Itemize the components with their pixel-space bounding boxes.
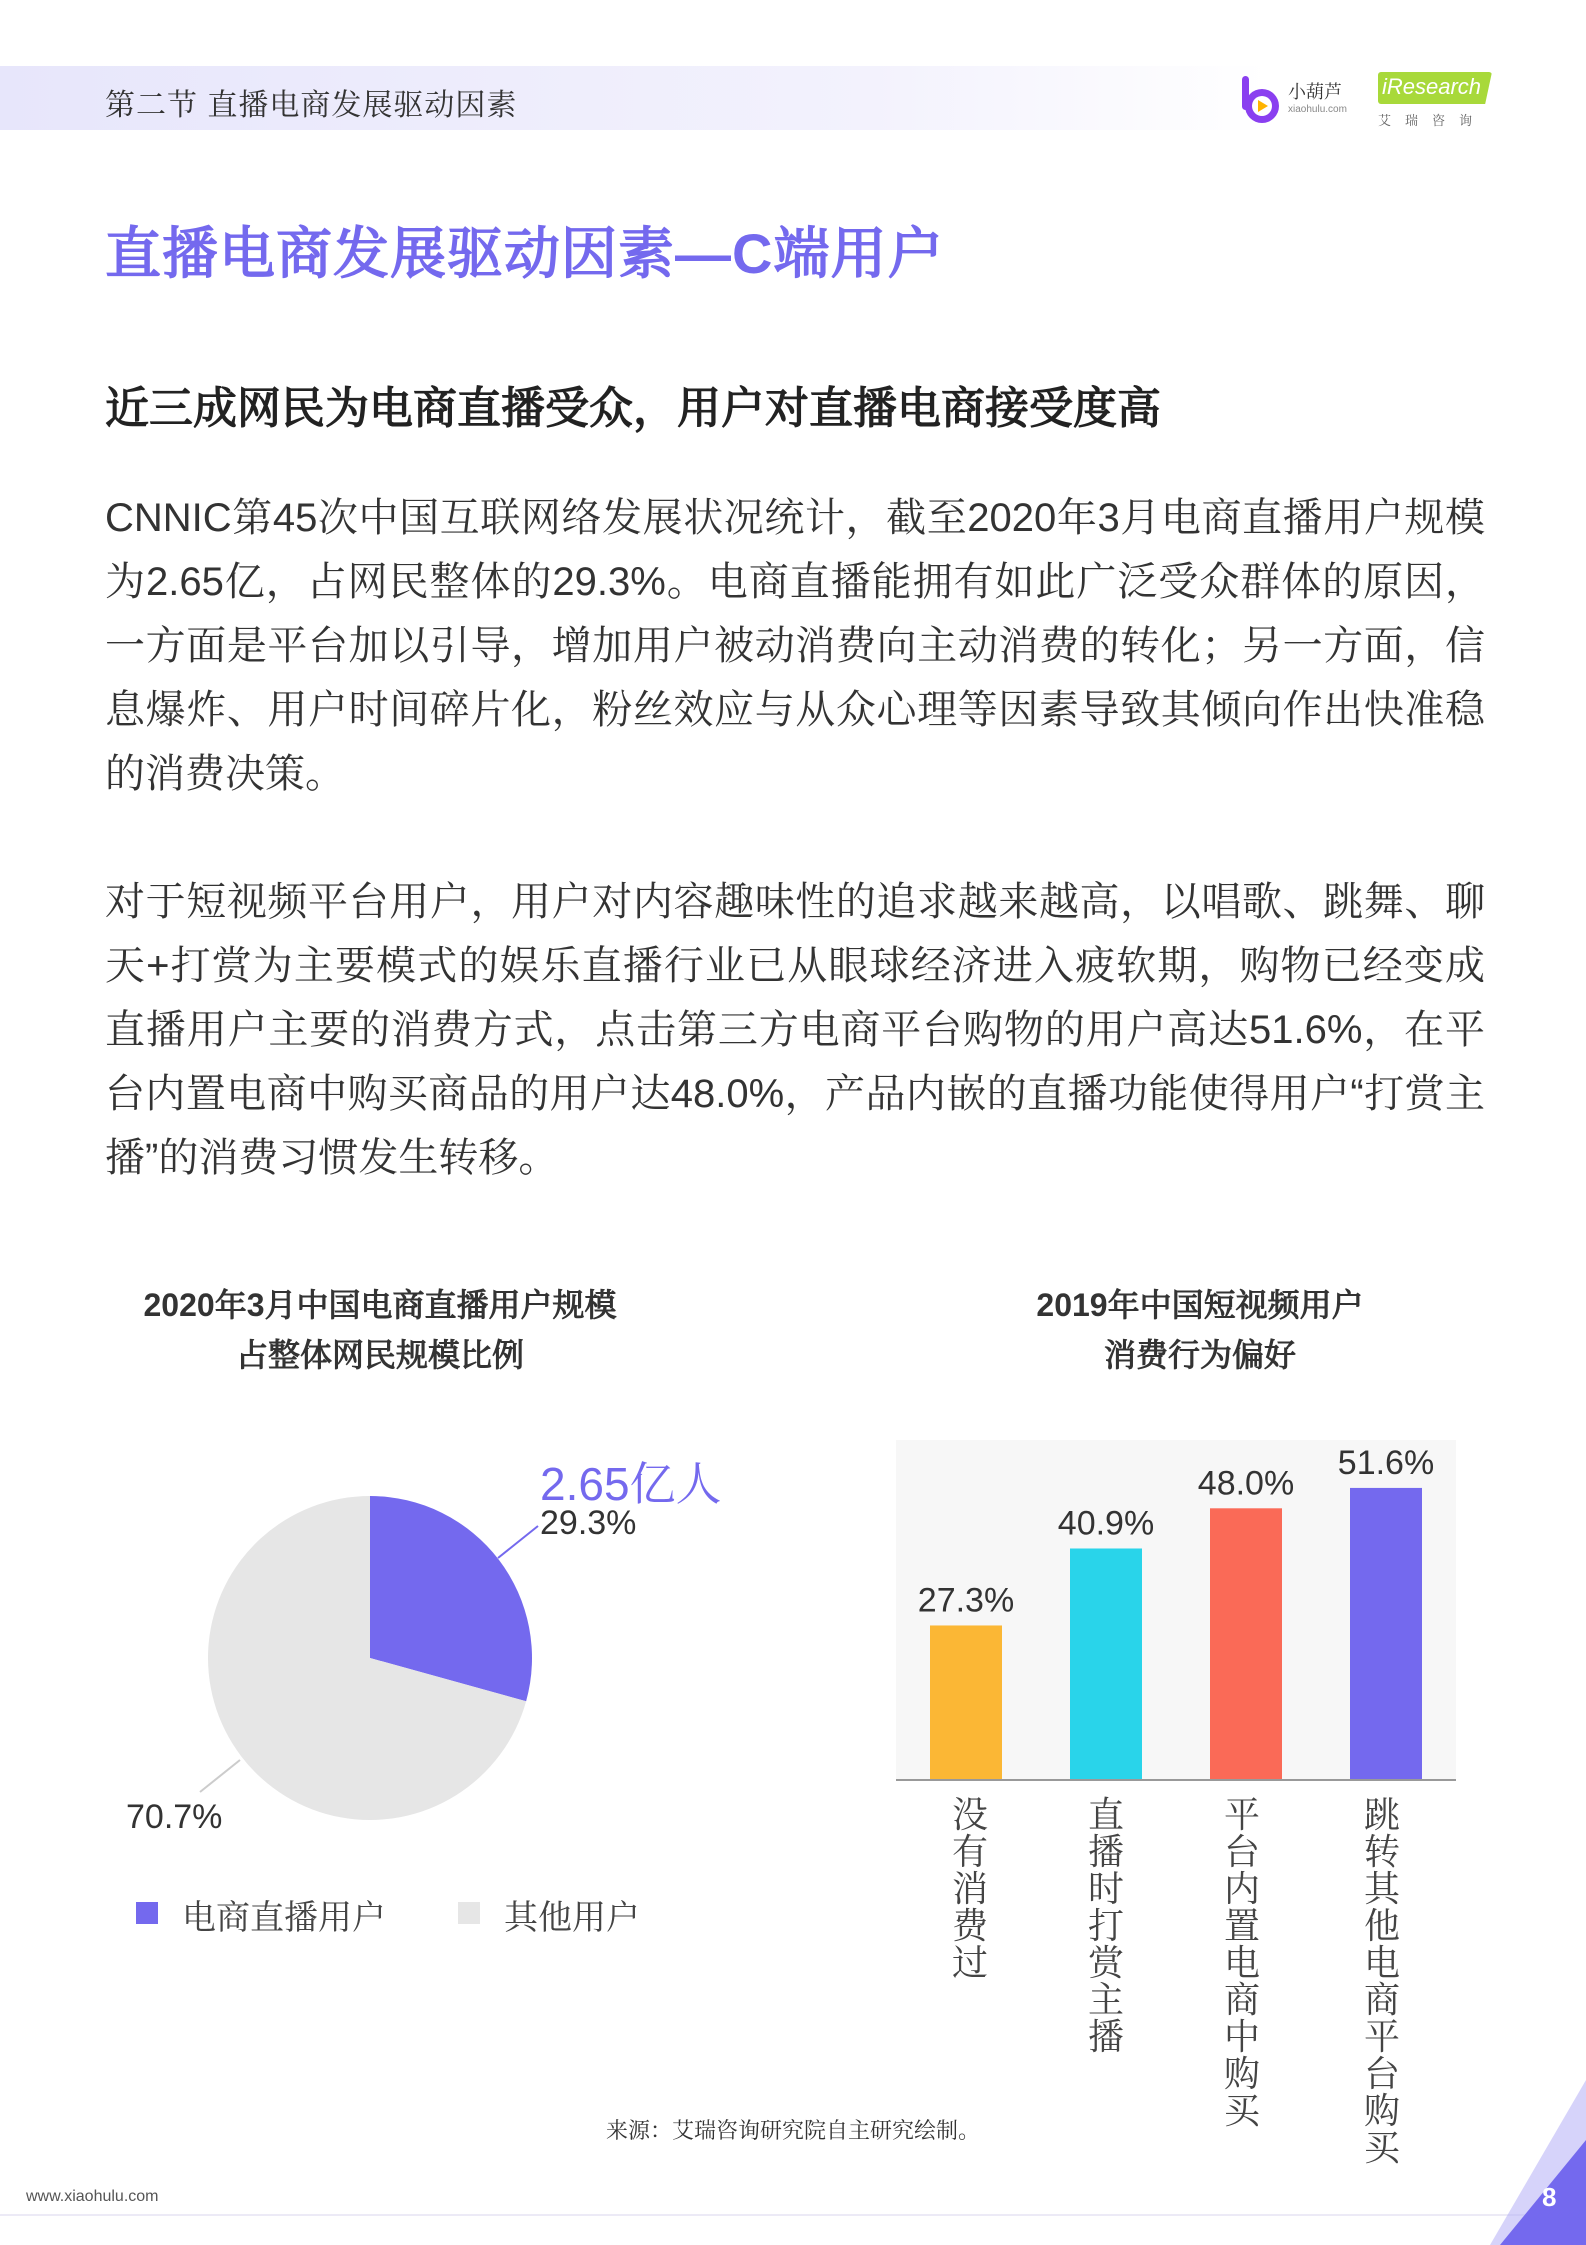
- iresearch-logo-name: iResearch: [1382, 74, 1482, 99]
- source-note: 来源：艾瑞咨询研究院自主研究绘制。: [605, 2118, 980, 2143]
- section-title: 第二节 直播电商发展驱动因素: [105, 89, 518, 122]
- footer-url[interactable]: www.xiaohulu.com: [26, 2188, 159, 2205]
- pie-chart-title-line1: 2020年3月中国电商直播用户规模: [143, 1287, 617, 1323]
- xiaohulu-logo-icon: [1236, 72, 1286, 128]
- legend-swatch-live-users: [136, 1902, 158, 1924]
- pie-chart-title: [80, 1280, 680, 1380]
- legend-label-other-users: 其他用户: [504, 1899, 640, 1937]
- body-paragraph-1: CNNIC第45次中国互联网络发展状况统计，截至2020年3月电商直播用户规模为2.65亿，占网民整体的29.3%。电商直播能拥有如此广泛受众群体的原因，一方面是平台加以引导，增加用户被动消费向主动消费的转化；另一方面，信息爆炸、用户时间碎片化，粉丝效应与从众心理等因素导致其倾向作出快准稳的消费决策。: [105, 496, 1485, 796]
- page-number: 8: [1542, 2182, 1557, 2212]
- bar-chart-title-line1: 2019年中国短视频用户: [1036, 1287, 1364, 1323]
- xiaohulu-logo-url: xiaohulu.com: [1288, 104, 1347, 115]
- pie-leader-line-live-users: [498, 1526, 538, 1558]
- bar-tip-streamer: [1070, 1548, 1142, 1780]
- bar-chart-title: [900, 1280, 1500, 1380]
- legend-label-live-users: 电商直播用户: [182, 1899, 386, 1937]
- pie-leader-line-other-users: [200, 1760, 240, 1792]
- footer-divider: [0, 2214, 1586, 2216]
- bar-chart-title-line2: 消费行为偏好: [1103, 1337, 1296, 1373]
- page-title: 直播电商发展驱动因素—C端用户: [105, 222, 945, 285]
- corner-decoration: [1490, 2080, 1586, 2245]
- bar-third-party-shop: [1350, 1488, 1422, 1780]
- bar-category-label-builtin-shop: 平台内置电商中购买: [1223, 1794, 1260, 2131]
- pie-slice-label-live-users: 29.3%: [540, 1504, 637, 1542]
- bar-builtin-shop: [1210, 1508, 1282, 1780]
- body-paragraph-2: 对于短视频平台用户，用户对内容趣味性的追求越来越高，以唱歌、跳舞、聊天+打赏为主要模式的娱乐直播行业已从眼球经济进入疲软期，购物已经变成直播用户主要的消费方式，点击第三方电商平台购物的用户高达51.6%，在平台内置电商中购买商品的用户达48.0%，产品内嵌的直播功能使得用户“打赏主播”的消费习惯发生转移。: [105, 880, 1485, 1180]
- iresearch-logo: [1378, 72, 1498, 128]
- legend-swatch-other-users: [458, 1902, 480, 1924]
- xiaohulu-logo-name: 小葫芦: [1288, 82, 1342, 102]
- xiaohulu-logo: [1236, 72, 1366, 128]
- bar-no-consumption: [930, 1625, 1002, 1780]
- bar-category-label-tip-streamer: 直播时打赏主播: [1087, 1794, 1124, 2057]
- bar-category-label-third-party-shop: 跳转其他电商平台购买: [1363, 1794, 1400, 2168]
- pie-callout-label: 2.65亿人: [540, 1458, 722, 1510]
- bar-category-label-no-consumption: 没有消费过: [951, 1794, 988, 1983]
- page-subtitle: 近三成网民为电商直播受众，用户对直播电商接受度高: [105, 384, 1161, 433]
- bar-value-label-tip-streamer: 40.9%: [1057, 1504, 1155, 1543]
- bar-value-label-builtin-shop: 48.0%: [1197, 1464, 1295, 1503]
- pie-slice-label-other-users: 70.7%: [126, 1798, 223, 1836]
- bar-value-label-third-party-shop: 51.6%: [1337, 1443, 1435, 1482]
- bar-value-label-no-consumption: 27.3%: [917, 1581, 1015, 1620]
- pie-chart-title-line2: 占整体网民规模比例: [235, 1337, 524, 1373]
- iresearch-logo-sub: 艾瑞咨询: [1378, 113, 1487, 128]
